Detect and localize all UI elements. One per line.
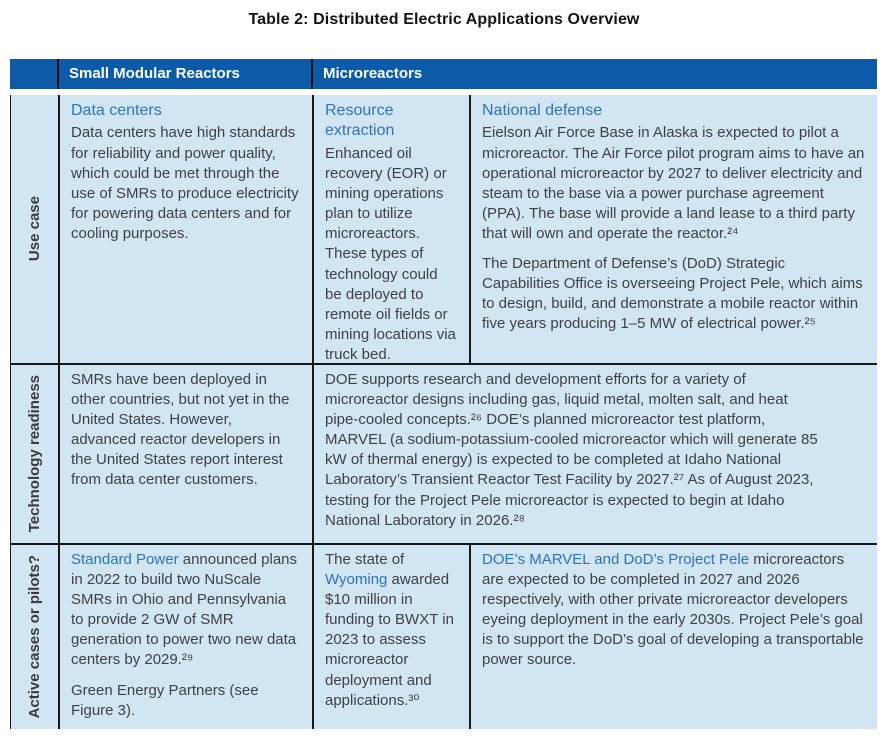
cell-body-text: Data centers have high standards for reliability and power quality, which could be met through the use of SMRs to produce electricity for powering data centers and for cooling purposes. <box>71 124 299 242</box>
row-technology-readiness <box>10 363 877 543</box>
row-label-cell-technology-readiness <box>11 365 58 543</box>
table-title: Table 2: Distributed Electric Applications Overview <box>248 11 640 28</box>
cell-active-cases-micro-doe <box>469 545 877 729</box>
distributed-electric-applications-table <box>10 59 877 729</box>
header-microreactors: Microreactors <box>311 59 877 89</box>
cell-body-text: Green Energy Partners (see Figure 3). <box>71 681 259 719</box>
cell-active-cases-micro-wyoming <box>312 545 469 729</box>
cell-heading-national-defense: National defense <box>482 102 603 119</box>
cell-active-cases-smr <box>58 545 312 729</box>
cell-body-text <box>325 550 457 711</box>
cell-body-text: The Department of Defense’s (DoD) Strategic Capabilities Office is overseeing Project Pele, which aims to design, build, and demonstrate a mobile reactor within five years producing 1–5 MW of electrical power.²⁵ <box>482 255 863 333</box>
cell-heading-resource-extraction: Resource extraction <box>325 102 395 140</box>
cell-use-case-smr <box>58 95 312 363</box>
row-active-cases <box>10 543 877 729</box>
row-label-active-cases: Active cases or pilots? <box>26 555 43 719</box>
table-header-row <box>10 59 877 89</box>
cell-use-case-micro-resource <box>312 95 469 363</box>
cell-use-case-micro-defense <box>469 95 877 363</box>
cell-body-text <box>482 550 865 671</box>
cell-body-text: Eielson Air Force Base in Alaska is expected to pilot a microreactor. The Air Force pilot program aims to have an operational microreactor by 2027 to deliver electricity and steam to the base via a power purchase agreement (PPA). The base will provide a land lease to a third party that will own and operate the reactor.²⁴ <box>482 124 865 242</box>
doe-marvel-project-pele-link[interactable]: DOE’s MARVEL and DoD’s Project Pele <box>482 551 750 568</box>
row-label-cell-active-cases <box>11 545 58 729</box>
standard-power-link[interactable]: Standard Power <box>71 551 179 568</box>
cell-body-text: DOE supports research and development efforts for a variety of microreactor designs including gas, liquid metal, molten salt, and heat pipe-cooled concepts.²⁶ DOE’s planned microreactor test platform, MARVEL (a sodium-potassium-cooled microreactor which will generate 85 kW of thermal energy) is expected to be completed at Idaho National Laboratory’s Transient Reactor Test Facility by 2027.²⁷ As of August 2023, testing for the Project Pele microreactor is expected to begin at Idaho National Laboratory in 2026.²⁸ <box>325 371 818 529</box>
cell-body-text: Enhanced oil recovery (EOR) or mining operations plan to utilize microreactors. These types of technology could be deployed to remote oil fields or mining locations via truck bed. <box>325 144 456 363</box>
cell-tech-readiness-smr <box>58 365 312 543</box>
wyoming-link[interactable]: Wyoming <box>325 571 388 589</box>
row-label-use-case: Use case <box>26 196 43 262</box>
cell-heading-data-centers: Data centers <box>71 102 162 119</box>
document-page <box>0 11 888 744</box>
header-small-modular-reactors: Small Modular Reactors <box>57 59 311 89</box>
header-corner-cell <box>10 59 57 89</box>
cell-body-text <box>71 550 300 671</box>
cell-body-text: microreactors are expected to be completed in 2027 and 2026 respectively, with other private microreactor developers eyeing deployment in the early 2030s. Project Pele’s goal is to support the DoD’s goal of developing a transportable power source. <box>482 551 864 669</box>
cell-body-text: awarded $10 million in funding to BWXT in 2023 to assess microreactor deployment and applications.³⁰ <box>325 571 454 709</box>
cell-body-text: SMRs have been deployed in other countries, but not yet in the United States. However, advanced reactor developers in the United States report interest from data center customers. <box>71 371 290 489</box>
cell-body-text: announced plans in 2022 to build two NuScale SMRs in Ohio and Pennsylvania to provide 2 GW of SMR generation to power two new data centers by 2029.²⁹ <box>71 551 298 669</box>
cell-tech-readiness-micro <box>312 365 877 543</box>
row-label-technology-readiness: Technology readiness <box>26 375 43 533</box>
cell-body-text: The state of <box>325 551 405 568</box>
row-use-case <box>10 95 877 363</box>
row-label-cell-use-case <box>11 95 58 363</box>
